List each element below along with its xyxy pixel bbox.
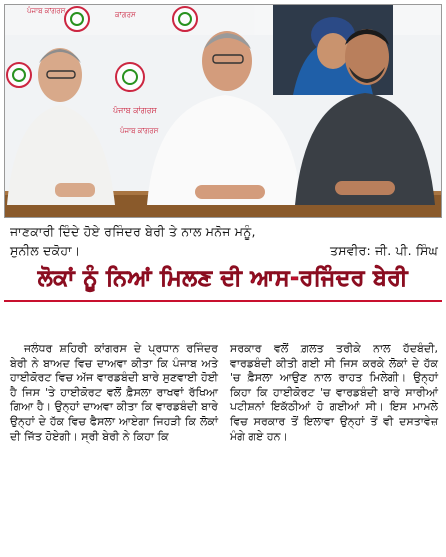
backdrop-text: ਕਾਂਗਰਸ — [115, 11, 136, 19]
article-body — [10, 342, 438, 444]
article-paragraph: ਜਲੰਧਰ ਸ਼ਹਿਰੀ ਕਾਂਗਰਸ ਦੇ ਪ੍ਰਧਾਨ ਰਜਿੰਦਰ ਬੇਰੀ ਨੇ ਬਾਅਦ ਵਿਚ ਦਾਅਵਾ ਕੀਤਾ ਕਿ ਪੰਜਾਬ ਅਤੇ ਹਾਈਕੋਰਟ ਵਿਚ ਅੱਜ ਵਾਰਡਬੰਦੀ ਬਾਰੇ ਸੁਣਵਾਈ ਹੋਈ ਹੈ ਜਿਸ 'ਤੇ ਹਾਈਕੋਰਟ ਵਲੋਂ ਫ਼ੈਸਲਾ ਰਾਖਵਾਂ ਰੱਖਿਆ ਗਿਆ ਹੈ। ਉਨ੍ਹਾਂ ਦਾਅਵਾ ਕੀਤਾ ਕਿ ਵਾਰਡਬੰਦੀ ਬਾਰੇ ਉਨ੍ਹਾਂ ਦੇ ਹੱਕ ਵਿਚ ਫੈਸਲਾ ਆਏਗਾ ਜਿਹੜੀ ਕਿ ਲੋਕਾਂ ਦੀ ਜਿੱਤ ਹੋਏਗੀ। ਸ੍ਰੀ ਬੇਰੀ ਨੇ ਕਿਹਾ ਕਿ — [10, 342, 218, 443]
backdrop-text: ਪੰਜਾਬ ਕਾਂਗਰਸ — [120, 127, 159, 135]
backdrop-text: ਪੰਜਾਬ ਕਾਂਗਰਸ — [113, 106, 157, 115]
article-column-2 — [230, 342, 438, 444]
congress-logo-icon — [116, 63, 144, 91]
news-photo — [4, 4, 442, 218]
congress-logo-icon — [7, 63, 31, 87]
article-column-1 — [10, 342, 218, 444]
caption-names: ਸੁਨੀਲ ਦਕੋਹਾ। — [10, 243, 81, 258]
congress-logo-icon — [65, 7, 89, 31]
photo-credit: ਤਸਵੀਰ: ਜੀ. ਪੀ. ਸਿੰਘ — [330, 243, 438, 258]
caption-line-1: ਜਾਣਕਾਰੀ ਦਿੰਦੇ ਹੋਏ ਰਜਿੰਦਰ ਬੇਰੀ ਤੇ ਨਾਲ ਮਨੋਜ ਮਨੂੰ, — [10, 224, 256, 239]
article-paragraph: ਸਰਕਾਰ ਵਲੋਂ ਗ਼ਲਤ ਤਰੀਕੇ ਨਾਲ ਹੱਦਬੰਦੀ, ਵਾਰਡਬੰਦੀ ਕੀਤੀ ਗਈ ਸੀ ਜਿਸ ਕਰਕੇ ਲੋਕਾਂ ਦੇ ਹੱਕ 'ਚ ਫ਼ੈਸਲਾ ਆਉਣ ਨਾਲ ਰਾਹਤ ਮਿਲੇਗੀ। ਉਨ੍ਹਾਂ ਕਿਹਾ ਕਿ ਹਾਈਕੋਰਟ 'ਚ ਵਾਰਡਬੰਦੀ ਬਾਰੇ ਸਾਰੀਆਂ ਪਟੀਸ਼ਨਾਂ ਇਕੱਠੀਆਂ ਹੋ ਗਈਆਂ ਸੀ। ਇਸ ਮਾਮਲੇ ਵਿਚ ਸਰਕਾਰ ਤੋਂ ਇਲਾਵਾ ਉਨ੍ਹਾਂ ਤੋਂ ਵੀ ਦਸਤਾਵੇਜ਼ ਮੰਗੇ ਗਏ ਹਨ। — [230, 342, 438, 443]
backdrop-text: ਪੰਜਾਬ ਕਾਂਗਰਸ — [27, 7, 66, 15]
photo-caption — [10, 222, 438, 260]
congress-logo-icon — [173, 7, 197, 31]
headline-text: ਲੋਕਾਂ ਨੂੰ ਨਿਆਂ ਮਿਲਣ ਦੀ ਆਸ-ਰਜਿੰਦਰ ਬੇਰੀ — [37, 265, 409, 291]
article-headline — [4, 258, 442, 298]
divider — [4, 300, 442, 302]
